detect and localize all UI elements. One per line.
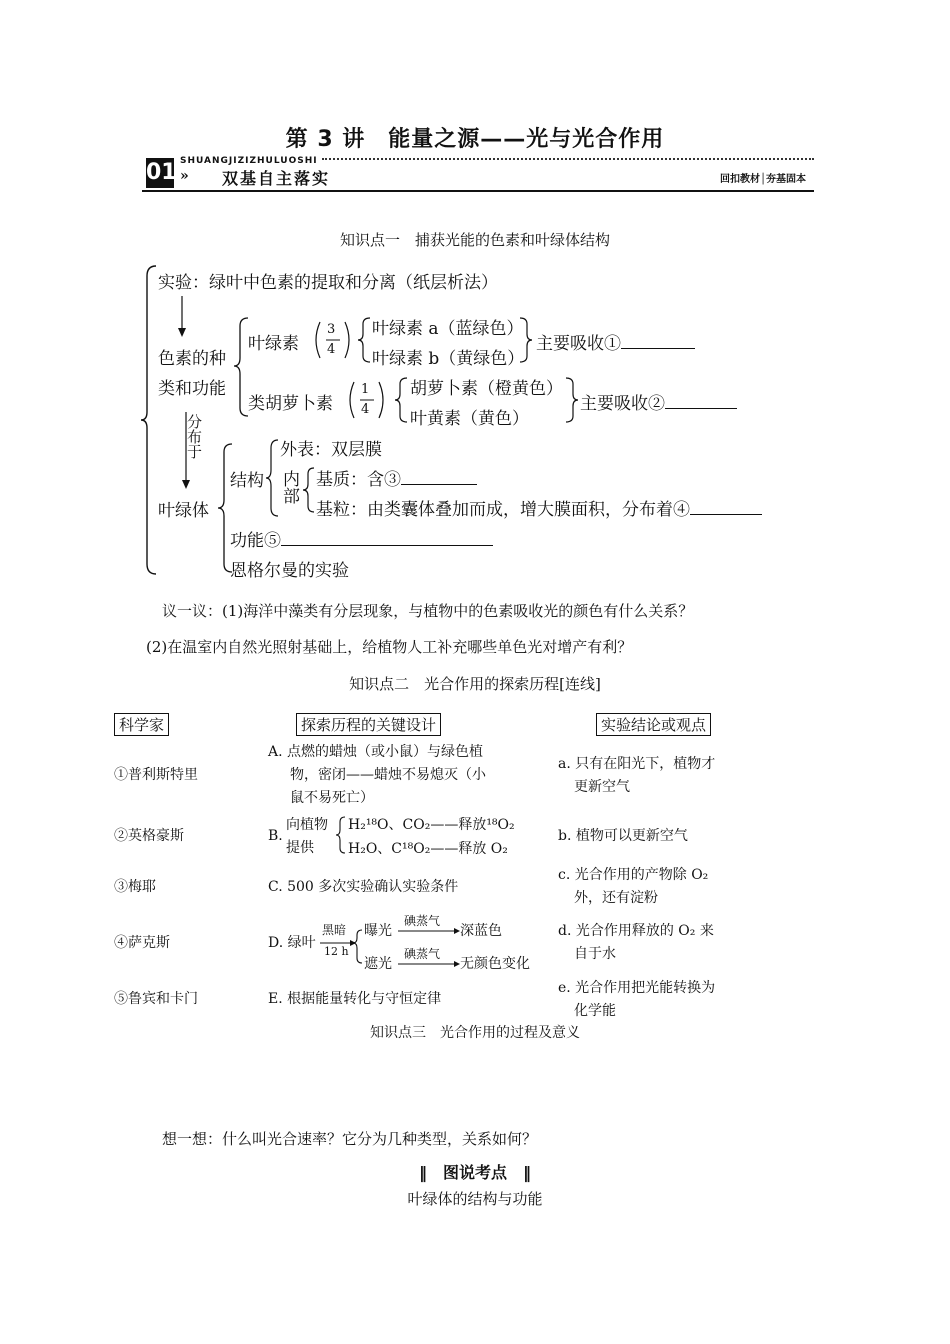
figure-section-title: ‖ 图说考点 ‖ — [418, 1163, 531, 1182]
chlorophyll-b: 叶绿素 b（黄绿色） — [372, 349, 525, 369]
fraction-1-numerator: 3 — [327, 322, 336, 337]
figure-caption: 叶绿体的结构与功能 — [407, 1190, 543, 1208]
conclusion-a-2: 更新空气 — [574, 779, 630, 795]
scientist-sachs: ④萨克斯 — [114, 935, 170, 951]
chlorophyll-label: 叶绿素 — [248, 334, 299, 354]
section-tag: 回扣教材│夯基固本 — [719, 174, 806, 185]
experiment-text: 实验：绿叶中色素的提取和分离（纸层析法） — [158, 273, 498, 293]
carotenoid-label: 类胡萝卜素 — [248, 394, 333, 414]
header-scientist: 科学家 — [114, 713, 169, 736]
conclusion-d-2: 自于水 — [574, 946, 616, 962]
design-a-line-1: A. 点燃的蜡烛（或小鼠）与绿色植 — [268, 744, 484, 760]
inner-label: 内部 — [279, 470, 299, 504]
double-arrow-icon: » — [180, 168, 189, 184]
header-conclusion: 实验结论或观点 — [596, 713, 711, 736]
design-b-label-2: 提供 — [286, 840, 314, 856]
chloroplast-label: 叶绿体 — [158, 501, 209, 521]
kp3-heading: 知识点三 光合作用的过程及意义 — [370, 1025, 580, 1041]
design-c: C. 500 多次实验确认实验条件 — [268, 879, 459, 895]
chlorophyll-a: 叶绿素 a（蓝绿色） — [372, 319, 524, 339]
absorb-2-text: 主要吸收② — [580, 394, 665, 414]
design-b-line-1: H₂¹⁸O、CO₂——释放¹⁸O₂ — [348, 817, 515, 833]
design-e: E. 根据能量转化与守恒定律 — [268, 991, 442, 1007]
design-d-prefix: D. 绿叶 — [268, 935, 316, 951]
scientist-ruben-kamen: ⑤鲁宾和卡门 — [114, 991, 198, 1007]
conclusion-d-1: d. 光合作用释放的 O₂ 来 — [558, 923, 714, 939]
design-a-line-3: 鼠不易死亡） — [290, 790, 374, 806]
design-d-light: 曝光 — [364, 923, 392, 939]
fraction-1-denominator: 4 — [327, 342, 336, 357]
carotene: 胡萝卜素（橙黄色） — [410, 379, 563, 399]
section-pinyin: SHUANGJIZIZHULUOSHI — [180, 156, 318, 166]
discuss-q2: (2)在温室内自然光照射基础上，给植物人工补充哪些单色光对增产有利？ — [146, 638, 633, 656]
fraction-2-numerator: 1 — [361, 382, 370, 397]
think-question: 想一想：什么叫光合速率？它分为几种类型，关系如何？ — [162, 1130, 538, 1148]
pigment-label-1: 色素的种 — [158, 349, 226, 369]
scientist-priestley: ①普利斯特里 — [114, 767, 198, 783]
design-b-label-1: 向植物 — [286, 817, 328, 833]
header-design: 探索历程的关键设计 — [296, 713, 441, 736]
conclusion-c-2: 外，还有淀粉 — [574, 890, 658, 906]
design-d-time: 12 h — [324, 945, 349, 958]
design-d-iodine-1: 碘蒸气 — [404, 914, 441, 928]
design-d-result-2: 无颜色变化 — [460, 956, 530, 972]
grana-text: 基粒：由类囊体叠加而成，增大膜面积，分布着④ — [316, 500, 690, 520]
absorb-1-text: 主要吸收① — [536, 334, 621, 354]
conclusion-c-1: c. 光合作用的产物除 O₂ — [558, 867, 709, 883]
xanthophyll: 叶黄素（黄色） — [410, 409, 529, 429]
fraction-2-denominator: 4 — [361, 402, 370, 417]
conclusion-b: b. 植物可以更新空气 — [558, 828, 688, 844]
pigment-label-2: 类和功能 — [158, 379, 226, 399]
page-title: 第 3 讲 能量之源——光与光合作用 — [285, 127, 665, 152]
conclusion-e-2: 化学能 — [574, 1003, 616, 1019]
conclusion-a-1: a. 只有在阳光下，植物才 — [558, 756, 716, 772]
function-text: 功能⑤ — [230, 531, 281, 551]
stroma-text: 基质：含③ — [316, 470, 401, 490]
engelmann: 恩格尔曼的实验 — [230, 561, 349, 581]
discuss-q1: 议一议：(1)海洋中藻类有分层现象，与植物中的色素吸收光的颜色有什么关系？ — [162, 602, 694, 620]
design-d-dark: 黑暗 — [322, 923, 347, 937]
kp2-heading: 知识点二 光合作用的探索历程[连线] — [349, 675, 601, 693]
design-d-shade: 遮光 — [364, 956, 392, 972]
design-a-line-2: 物，密闭——蜡烛不易熄灭（小 — [290, 767, 486, 783]
conclusion-e-1: e. 光合作用把光能转换为 — [558, 980, 716, 996]
structure-label: 结构 — [230, 471, 264, 491]
design-d-result-1: 深蓝色 — [460, 923, 502, 939]
section-number: 01 — [146, 158, 174, 188]
scientist-ingenhousz: ②英格豪斯 — [114, 828, 184, 844]
design-d-iodine-2: 碘蒸气 — [404, 947, 441, 961]
section-title: 双基自主落实 — [222, 169, 331, 188]
kp1-heading: 知识点一 捕获光能的色素和叶绿体结构 — [339, 231, 610, 249]
design-b-prefix: B. — [268, 828, 283, 844]
scientist-mayer: ③梅耶 — [114, 879, 156, 895]
outer-membrane: 外表：双层膜 — [280, 440, 382, 460]
distributed-label: 分布于 — [185, 414, 203, 459]
design-b-line-2: H₂O、C¹⁸O₂——释放 O₂ — [348, 841, 508, 857]
